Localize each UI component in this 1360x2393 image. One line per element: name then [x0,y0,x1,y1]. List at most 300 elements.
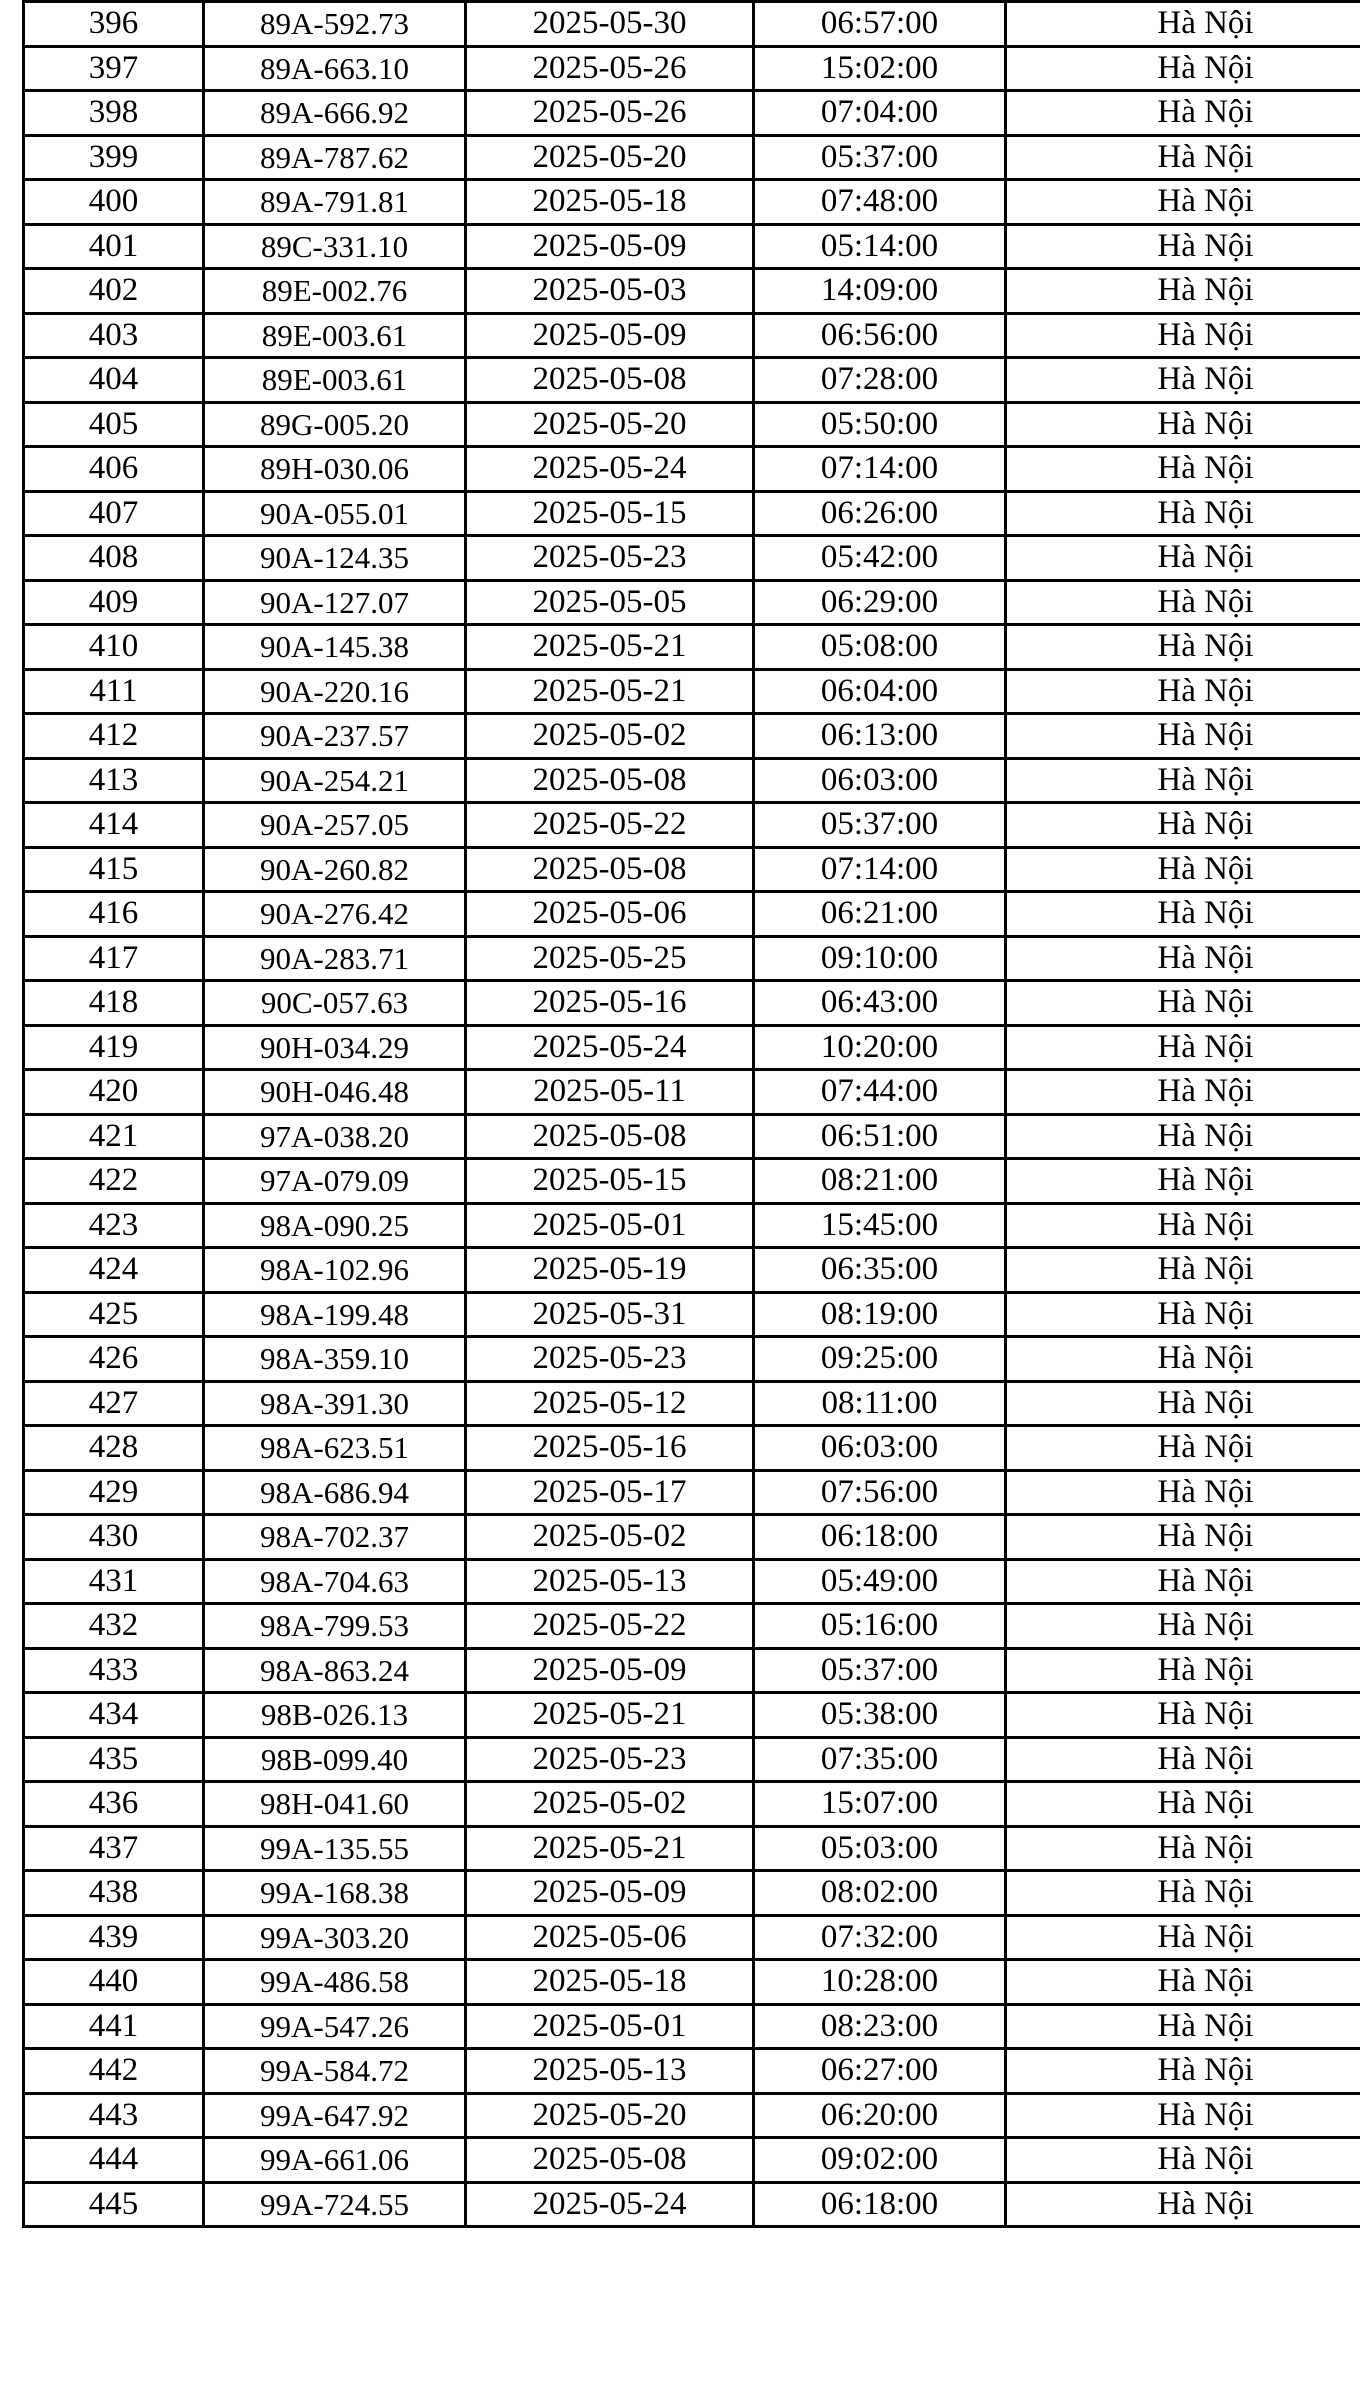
date-cell: 2025-05-23 [466,1337,754,1382]
place-cell: Hà Nội [1006,91,1360,136]
plate-cell: 90A-257.05 [204,803,466,848]
place-cell: Hà Nội [1006,847,1360,892]
place-cell: Hà Nội [1006,2004,1360,2049]
row-number-cell: 443 [24,2093,204,2138]
row-number-cell: 403 [24,313,204,358]
plate-cell: 90A-260.82 [204,847,466,892]
date-cell: 2025-05-02 [466,714,754,759]
place-cell: Hà Nội [1006,1070,1360,1115]
date-cell: 2025-05-19 [466,1248,754,1293]
plate-cell: 98A-686.94 [204,1470,466,1515]
plate-cell: 98A-702.37 [204,1515,466,1560]
date-cell: 2025-05-18 [466,1960,754,2005]
place-cell: Hà Nội [1006,981,1360,1026]
row-number-cell: 430 [24,1515,204,1560]
time-cell: 06:18:00 [754,1515,1006,1560]
table-row [24,803,1360,848]
table-row [24,669,1360,714]
table-row [24,1826,1360,1871]
date-cell: 2025-05-16 [466,981,754,1026]
place-cell: Hà Nội [1006,536,1360,581]
row-number-cell: 427 [24,1381,204,1426]
time-cell: 05:14:00 [754,224,1006,269]
row-number-cell: 439 [24,1915,204,1960]
table-row [24,1559,1360,1604]
plate-cell: 90A-254.21 [204,758,466,803]
time-cell: 08:23:00 [754,2004,1006,2049]
plate-cell: 89C-331.10 [204,224,466,269]
plate-cell: 98A-863.24 [204,1648,466,1693]
row-number-cell: 424 [24,1248,204,1293]
table-row [24,1782,1360,1827]
plate-cell: 99A-486.58 [204,1960,466,2005]
plate-cell: 90A-220.16 [204,669,466,714]
date-cell: 2025-05-24 [466,447,754,492]
row-number-cell: 426 [24,1337,204,1382]
place-cell: Hà Nội [1006,447,1360,492]
place-cell: Hà Nội [1006,803,1360,848]
place-cell: Hà Nội [1006,1426,1360,1471]
time-cell: 07:14:00 [754,447,1006,492]
date-cell: 2025-05-15 [466,1159,754,1204]
table-row [24,269,1360,314]
row-number-cell: 414 [24,803,204,848]
plate-cell: 90C-057.63 [204,981,466,1026]
place-cell: Hà Nội [1006,224,1360,269]
plate-cell: 90A-237.57 [204,714,466,759]
place-cell: Hà Nội [1006,135,1360,180]
time-cell: 07:14:00 [754,847,1006,892]
plate-cell: 90A-283.71 [204,936,466,981]
plate-cell: 89A-791.81 [204,180,466,225]
place-cell: Hà Nội [1006,1915,1360,1960]
place-cell: Hà Nội [1006,1025,1360,1070]
table-row [24,1070,1360,1115]
date-cell: 2025-05-09 [466,313,754,358]
plate-cell: 99A-724.55 [204,2182,466,2227]
place-cell: Hà Nội [1006,1248,1360,1293]
row-number-cell: 406 [24,447,204,492]
time-cell: 06:43:00 [754,981,1006,1026]
table-row [24,1470,1360,1515]
place-cell: Hà Nội [1006,1559,1360,1604]
date-cell: 2025-05-08 [466,358,754,403]
row-number-cell: 401 [24,224,204,269]
date-cell: 2025-05-05 [466,580,754,625]
violation-table [22,0,1360,2228]
row-number-cell: 442 [24,2049,204,2094]
plate-cell: 99A-647.92 [204,2093,466,2138]
time-cell: 06:56:00 [754,313,1006,358]
date-cell: 2025-05-20 [466,135,754,180]
time-cell: 05:50:00 [754,402,1006,447]
plate-cell: 98A-102.96 [204,1248,466,1293]
table-row [24,2138,1360,2183]
table-row [24,135,1360,180]
time-cell: 06:20:00 [754,2093,1006,2138]
row-number-cell: 410 [24,625,204,670]
row-number-cell: 428 [24,1426,204,1471]
place-cell: Hà Nội [1006,402,1360,447]
plate-cell: 89A-592.73 [204,2,466,47]
table-row [24,1960,1360,2005]
date-cell: 2025-05-06 [466,892,754,937]
time-cell: 06:03:00 [754,758,1006,803]
place-cell: Hà Nội [1006,1826,1360,1871]
date-cell: 2025-05-11 [466,1070,754,1115]
time-cell: 07:44:00 [754,1070,1006,1115]
date-cell: 2025-05-13 [466,2049,754,2094]
row-number-cell: 411 [24,669,204,714]
place-cell: Hà Nội [1006,2,1360,47]
plate-cell: 98B-026.13 [204,1693,466,1738]
table-row [24,1871,1360,1916]
table-row [24,46,1360,91]
row-number-cell: 409 [24,580,204,625]
time-cell: 15:45:00 [754,1203,1006,1248]
time-cell: 08:21:00 [754,1159,1006,1204]
time-cell: 06:26:00 [754,491,1006,536]
row-number-cell: 396 [24,2,204,47]
plate-cell: 90H-034.29 [204,1025,466,1070]
plate-cell: 99A-584.72 [204,2049,466,2094]
date-cell: 2025-05-01 [466,2004,754,2049]
time-cell: 06:27:00 [754,2049,1006,2094]
row-number-cell: 421 [24,1114,204,1159]
date-cell: 2025-05-06 [466,1915,754,1960]
plate-cell: 99A-303.20 [204,1915,466,1960]
plate-cell: 90A-124.35 [204,536,466,581]
table-row [24,758,1360,803]
date-cell: 2025-05-08 [466,758,754,803]
plate-cell: 99A-168.38 [204,1871,466,1916]
date-cell: 2025-05-02 [466,1782,754,1827]
date-cell: 2025-05-18 [466,180,754,225]
table-row [24,1025,1360,1070]
date-cell: 2025-05-03 [466,269,754,314]
time-cell: 06:13:00 [754,714,1006,759]
plate-cell: 98B-099.40 [204,1737,466,1782]
date-cell: 2025-05-16 [466,1426,754,1471]
table-row [24,91,1360,136]
row-number-cell: 417 [24,936,204,981]
plate-cell: 98A-199.48 [204,1292,466,1337]
time-cell: 07:35:00 [754,1737,1006,1782]
date-cell: 2025-05-24 [466,2182,754,2227]
table-row [24,1915,1360,1960]
plate-cell: 98A-623.51 [204,1426,466,1471]
plate-cell: 97A-038.20 [204,1114,466,1159]
page-bottom-edge [0,2387,1360,2393]
time-cell: 07:28:00 [754,358,1006,403]
plate-cell: 89G-005.20 [204,402,466,447]
place-cell: Hà Nội [1006,669,1360,714]
row-number-cell: 444 [24,2138,204,2183]
date-cell: 2025-05-25 [466,936,754,981]
row-number-cell: 445 [24,2182,204,2227]
row-number-cell: 435 [24,1737,204,1782]
plate-cell: 89E-003.61 [204,358,466,403]
plate-cell: 99A-135.55 [204,1826,466,1871]
table-row [24,1159,1360,1204]
plate-cell: 89E-003.61 [204,313,466,358]
table-row [24,447,1360,492]
row-number-cell: 423 [24,1203,204,1248]
table-row [24,580,1360,625]
table-row [24,1203,1360,1248]
row-number-cell: 436 [24,1782,204,1827]
table-row [24,1693,1360,1738]
row-number-cell: 432 [24,1604,204,1649]
table-row [24,625,1360,670]
time-cell: 15:02:00 [754,46,1006,91]
row-number-cell: 422 [24,1159,204,1204]
row-number-cell: 431 [24,1559,204,1604]
time-cell: 07:48:00 [754,180,1006,225]
time-cell: 05:42:00 [754,536,1006,581]
plate-cell: 99A-547.26 [204,2004,466,2049]
table-row [24,847,1360,892]
plate-cell: 98A-799.53 [204,1604,466,1649]
date-cell: 2025-05-13 [466,1559,754,1604]
table-row [24,936,1360,981]
plate-cell: 90H-046.48 [204,1070,466,1115]
date-cell: 2025-05-26 [466,46,754,91]
table-row [24,491,1360,536]
date-cell: 2025-05-08 [466,1114,754,1159]
row-number-cell: 425 [24,1292,204,1337]
date-cell: 2025-05-22 [466,1604,754,1649]
time-cell: 08:02:00 [754,1871,1006,1916]
time-cell: 10:20:00 [754,1025,1006,1070]
time-cell: 07:04:00 [754,91,1006,136]
time-cell: 05:37:00 [754,803,1006,848]
row-number-cell: 412 [24,714,204,759]
table-row [24,358,1360,403]
row-number-cell: 399 [24,135,204,180]
row-number-cell: 407 [24,491,204,536]
table-row [24,1737,1360,1782]
place-cell: Hà Nội [1006,358,1360,403]
plate-cell: 98A-391.30 [204,1381,466,1426]
row-number-cell: 398 [24,91,204,136]
row-number-cell: 413 [24,758,204,803]
date-cell: 2025-05-21 [466,1693,754,1738]
date-cell: 2025-05-12 [466,1381,754,1426]
place-cell: Hà Nội [1006,1381,1360,1426]
table-row [24,313,1360,358]
table-row [24,1426,1360,1471]
violation-table-body [24,2,1360,2227]
time-cell: 08:19:00 [754,1292,1006,1337]
plate-cell: 98H-041.60 [204,1782,466,1827]
time-cell: 06:29:00 [754,580,1006,625]
place-cell: Hà Nội [1006,2138,1360,2183]
place-cell: Hà Nội [1006,1648,1360,1693]
place-cell: Hà Nội [1006,1871,1360,1916]
place-cell: Hà Nội [1006,2093,1360,2138]
time-cell: 06:21:00 [754,892,1006,937]
table-row [24,2049,1360,2094]
place-cell: Hà Nội [1006,491,1360,536]
time-cell: 08:11:00 [754,1381,1006,1426]
place-cell: Hà Nội [1006,625,1360,670]
date-cell: 2025-05-08 [466,2138,754,2183]
time-cell: 09:10:00 [754,936,1006,981]
date-cell: 2025-05-23 [466,1737,754,1782]
date-cell: 2025-05-21 [466,625,754,670]
table-row [24,2004,1360,2049]
place-cell: Hà Nội [1006,1782,1360,1827]
place-cell: Hà Nội [1006,1114,1360,1159]
plate-cell: 89E-002.76 [204,269,466,314]
plate-cell: 90A-127.07 [204,580,466,625]
row-number-cell: 400 [24,180,204,225]
place-cell: Hà Nội [1006,1292,1360,1337]
plate-cell: 97A-079.09 [204,1159,466,1204]
place-cell: Hà Nội [1006,892,1360,937]
time-cell: 05:49:00 [754,1559,1006,1604]
place-cell: Hà Nội [1006,313,1360,358]
place-cell: Hà Nội [1006,1159,1360,1204]
table-row [24,1292,1360,1337]
row-number-cell: 434 [24,1693,204,1738]
date-cell: 2025-05-02 [466,1515,754,1560]
place-cell: Hà Nội [1006,1203,1360,1248]
table-row [24,981,1360,1026]
place-cell: Hà Nội [1006,1737,1360,1782]
table-row [24,402,1360,447]
row-number-cell: 416 [24,892,204,937]
table-row [24,1604,1360,1649]
time-cell: 07:32:00 [754,1915,1006,1960]
place-cell: Hà Nội [1006,1604,1360,1649]
place-cell: Hà Nội [1006,1470,1360,1515]
time-cell: 05:37:00 [754,135,1006,180]
date-cell: 2025-05-09 [466,1871,754,1916]
row-number-cell: 433 [24,1648,204,1693]
date-cell: 2025-05-22 [466,803,754,848]
place-cell: Hà Nội [1006,46,1360,91]
time-cell: 10:28:00 [754,1960,1006,2005]
plate-cell: 99A-661.06 [204,2138,466,2183]
row-number-cell: 397 [24,46,204,91]
table-row [24,180,1360,225]
row-number-cell: 429 [24,1470,204,1515]
row-number-cell: 438 [24,1871,204,1916]
plate-cell: 90A-145.38 [204,625,466,670]
date-cell: 2025-05-26 [466,91,754,136]
table-row [24,2093,1360,2138]
time-cell: 05:16:00 [754,1604,1006,1649]
plate-cell: 98A-704.63 [204,1559,466,1604]
table-row [24,1248,1360,1293]
date-cell: 2025-05-31 [466,1292,754,1337]
date-cell: 2025-05-15 [466,491,754,536]
time-cell: 05:37:00 [754,1648,1006,1693]
time-cell: 06:35:00 [754,1248,1006,1293]
plate-cell: 89H-030.06 [204,447,466,492]
table-row [24,1337,1360,1382]
violation-list-sheet [22,0,1360,2228]
place-cell: Hà Nội [1006,269,1360,314]
plate-cell: 98A-359.10 [204,1337,466,1382]
row-number-cell: 402 [24,269,204,314]
table-row [24,1114,1360,1159]
row-number-cell: 404 [24,358,204,403]
row-number-cell: 437 [24,1826,204,1871]
date-cell: 2025-05-21 [466,1826,754,1871]
date-cell: 2025-05-20 [466,2093,754,2138]
plate-cell: 98A-090.25 [204,1203,466,1248]
time-cell: 14:09:00 [754,269,1006,314]
table-row [24,1515,1360,1560]
time-cell: 06:03:00 [754,1426,1006,1471]
place-cell: Hà Nội [1006,1337,1360,1382]
table-row [24,1648,1360,1693]
row-number-cell: 415 [24,847,204,892]
table-row [24,2182,1360,2227]
date-cell: 2025-05-20 [466,402,754,447]
time-cell: 05:08:00 [754,625,1006,670]
time-cell: 15:07:00 [754,1782,1006,1827]
row-number-cell: 440 [24,1960,204,2005]
plate-cell: 90A-276.42 [204,892,466,937]
time-cell: 06:57:00 [754,2,1006,47]
plate-cell: 89A-666.92 [204,91,466,136]
place-cell: Hà Nội [1006,1693,1360,1738]
row-number-cell: 408 [24,536,204,581]
table-row [24,714,1360,759]
row-number-cell: 418 [24,981,204,1026]
date-cell: 2025-05-30 [466,2,754,47]
place-cell: Hà Nội [1006,936,1360,981]
time-cell: 09:25:00 [754,1337,1006,1382]
table-row [24,224,1360,269]
place-cell: Hà Nội [1006,758,1360,803]
time-cell: 09:02:00 [754,2138,1006,2183]
plate-cell: 90A-055.01 [204,491,466,536]
row-number-cell: 441 [24,2004,204,2049]
place-cell: Hà Nội [1006,180,1360,225]
table-row [24,536,1360,581]
place-cell: Hà Nội [1006,2049,1360,2094]
place-cell: Hà Nội [1006,714,1360,759]
time-cell: 06:18:00 [754,2182,1006,2227]
place-cell: Hà Nội [1006,2182,1360,2227]
table-row [24,892,1360,937]
time-cell: 06:51:00 [754,1114,1006,1159]
place-cell: Hà Nội [1006,580,1360,625]
table-row [24,1381,1360,1426]
time-cell: 05:03:00 [754,1826,1006,1871]
time-cell: 06:04:00 [754,669,1006,714]
plate-cell: 89A-787.62 [204,135,466,180]
place-cell: Hà Nội [1006,1515,1360,1560]
date-cell: 2025-05-24 [466,1025,754,1070]
date-cell: 2025-05-08 [466,847,754,892]
row-number-cell: 419 [24,1025,204,1070]
time-cell: 07:56:00 [754,1470,1006,1515]
row-number-cell: 405 [24,402,204,447]
plate-cell: 89A-663.10 [204,46,466,91]
table-row [24,2,1360,47]
date-cell: 2025-05-09 [466,1648,754,1693]
date-cell: 2025-05-21 [466,669,754,714]
date-cell: 2025-05-17 [466,1470,754,1515]
row-number-cell: 420 [24,1070,204,1115]
time-cell: 05:38:00 [754,1693,1006,1738]
